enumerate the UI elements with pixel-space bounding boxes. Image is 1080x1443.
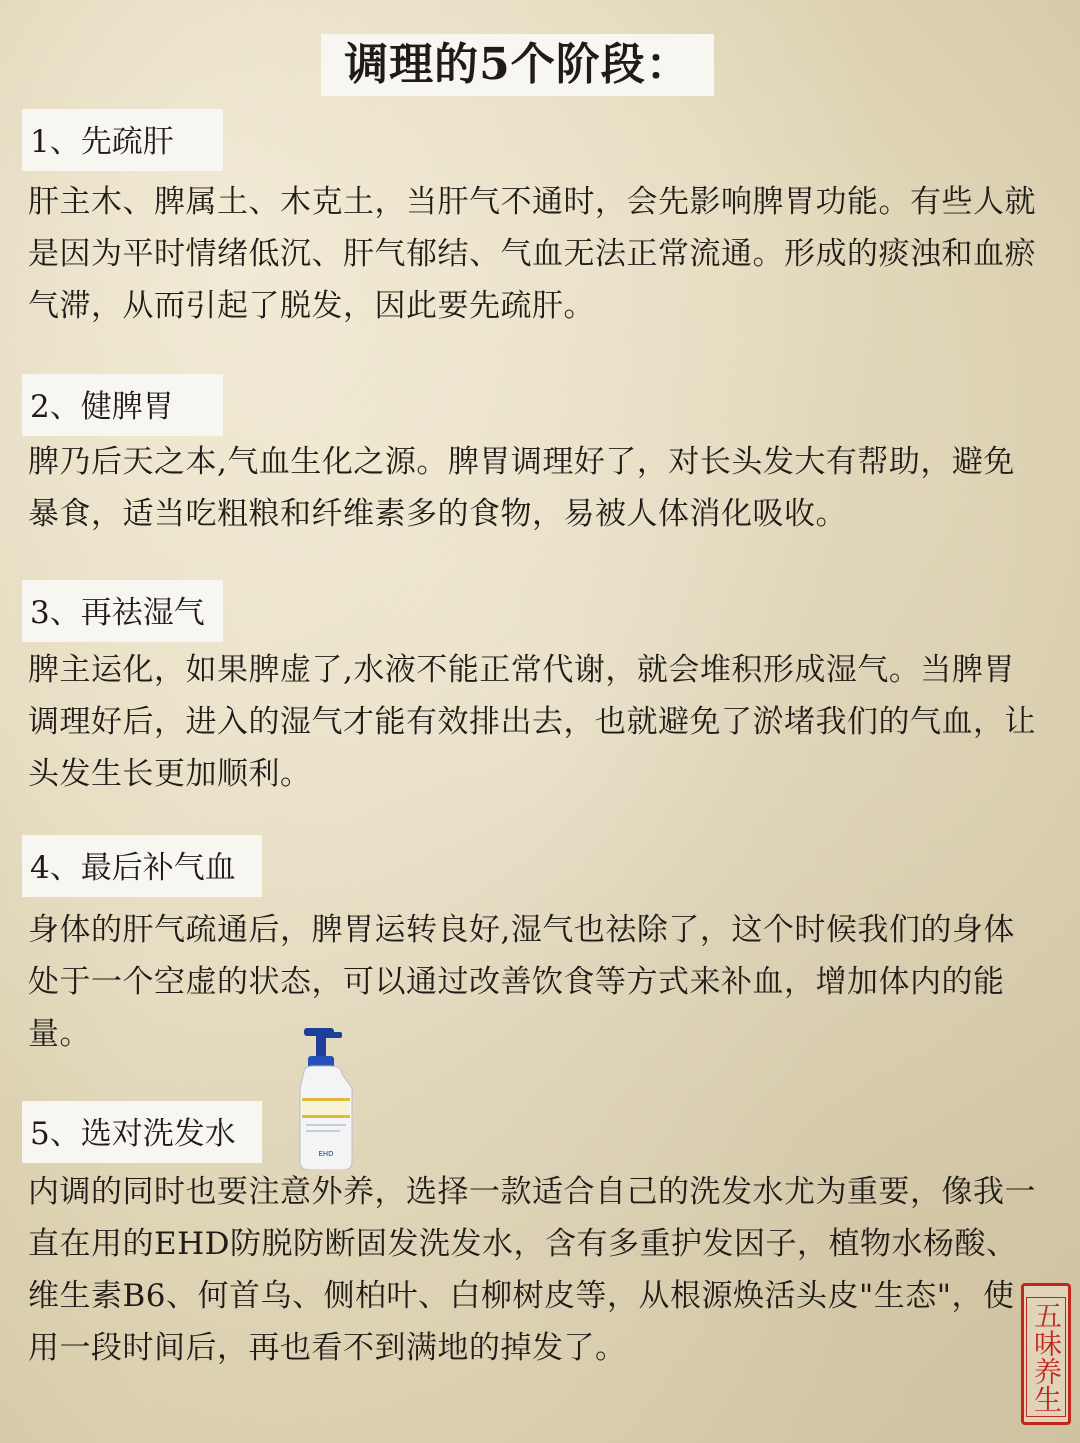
- product-brand-label: EHD: [318, 1150, 334, 1158]
- section-body-5: 内调的同时也要注意外养，选择一款适合自己的洗发水尤为重要，像我一直在用的EHD防脱防断固发洗发水，含有多重护发因子，植物水杨酸、维生素B6、何首乌、侧柏叶、白柳树皮等，从根源焕活头皮"生态"，使用一段时间后，再也看不到满地的掉发了。: [28, 1174, 1036, 1366]
- shampoo-bottle-image: [296, 1028, 358, 1170]
- section-body-3: 脾主运化，如果脾虚了,水液不能正常代谢，就会堆积形成湿气。当脾胃调理好后，进入的湿气才能有效排出去，也就避免了淤堵我们的气血，让头发生长更加顺利。: [28, 652, 1036, 792]
- page-title: 调理的5个阶段：: [321, 34, 714, 96]
- section-heading-3: 3、再祛湿气: [22, 580, 223, 642]
- section-heading-5: 5、选对洗发水: [22, 1101, 262, 1163]
- section-heading-4: 4、最后补气血: [22, 835, 262, 897]
- section-body-1: 肝主木、脾属土、木克土，当肝气不通时，会先影响脾胃功能。有些人就是因为平时情绪低沉、肝气郁结、气血无法正常流通。形成的痰浊和血瘀气滞，从而引起了脱发，因此要先疏肝。: [28, 184, 1036, 324]
- seal-text: 五味养生: [1026, 1297, 1066, 1417]
- section-body-4: 身体的肝气疏通后，脾胃运转良好,湿气也祛除了，这个时候我们的身体处于一个空虚的状态，可以通过改善饮食等方式来补血，增加体内的能量。: [28, 912, 1015, 1052]
- section-body-2: 脾乃后天之本,气血生化之源。脾胃调理好了，对长头发大有帮助，避免暴食，适当吃粗粮和纤维素多的食物，易被人体消化吸收。: [28, 444, 1015, 532]
- section-heading-1: 1、先疏肝: [22, 109, 223, 171]
- section-heading-2: 2、健脾胃: [22, 374, 223, 436]
- seal-stamp: [1021, 1283, 1071, 1425]
